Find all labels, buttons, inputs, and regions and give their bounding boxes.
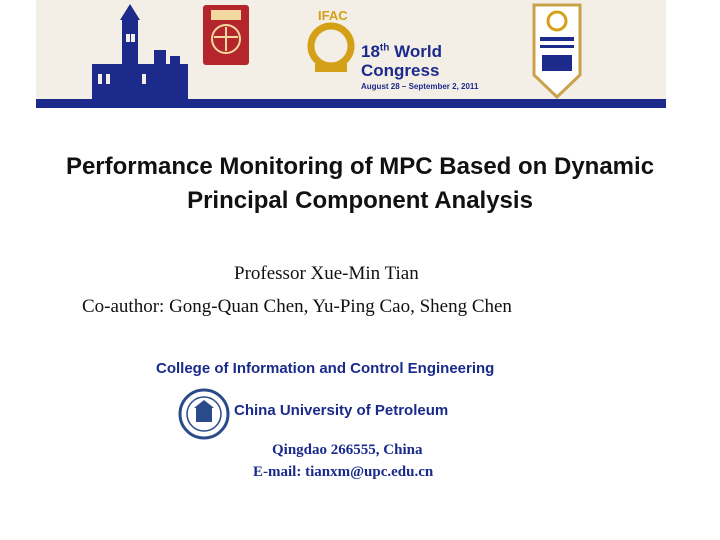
ifac-ring-logo bbox=[303, 18, 359, 74]
ifac-acronym: IFAC bbox=[318, 8, 348, 23]
banner-divider bbox=[36, 99, 666, 108]
university-seal-logo bbox=[178, 388, 230, 440]
congress-title: 18th World bbox=[361, 42, 442, 61]
presenter-name: Professor Xue-Min Tian bbox=[234, 263, 419, 284]
congress-label: Congress bbox=[361, 61, 440, 80]
university-name: China University of Petroleum bbox=[234, 402, 449, 419]
coauthors-line: Co-author: Gong-Quan Chen, Yu-Ping Cao, Sheng Chen bbox=[82, 296, 512, 317]
vitruvian-figure-icon bbox=[203, 5, 249, 65]
slide-title: Performance Monitoring of MPC Based on Dynamic Principal Component Analysis bbox=[65, 153, 655, 214]
college-name: College of Information and Control Engineering bbox=[156, 360, 495, 377]
congress-shield-logo bbox=[532, 3, 582, 99]
milano-2011-badge bbox=[203, 5, 249, 65]
city-address: Qingdao 266555, China bbox=[272, 442, 423, 458]
contact-email: E-mail: tianxm@upc.edu.cn bbox=[253, 464, 434, 480]
congress-dates: August 28 – September 2, 2011 bbox=[361, 82, 479, 91]
castle-tower-icon bbox=[92, 4, 192, 100]
